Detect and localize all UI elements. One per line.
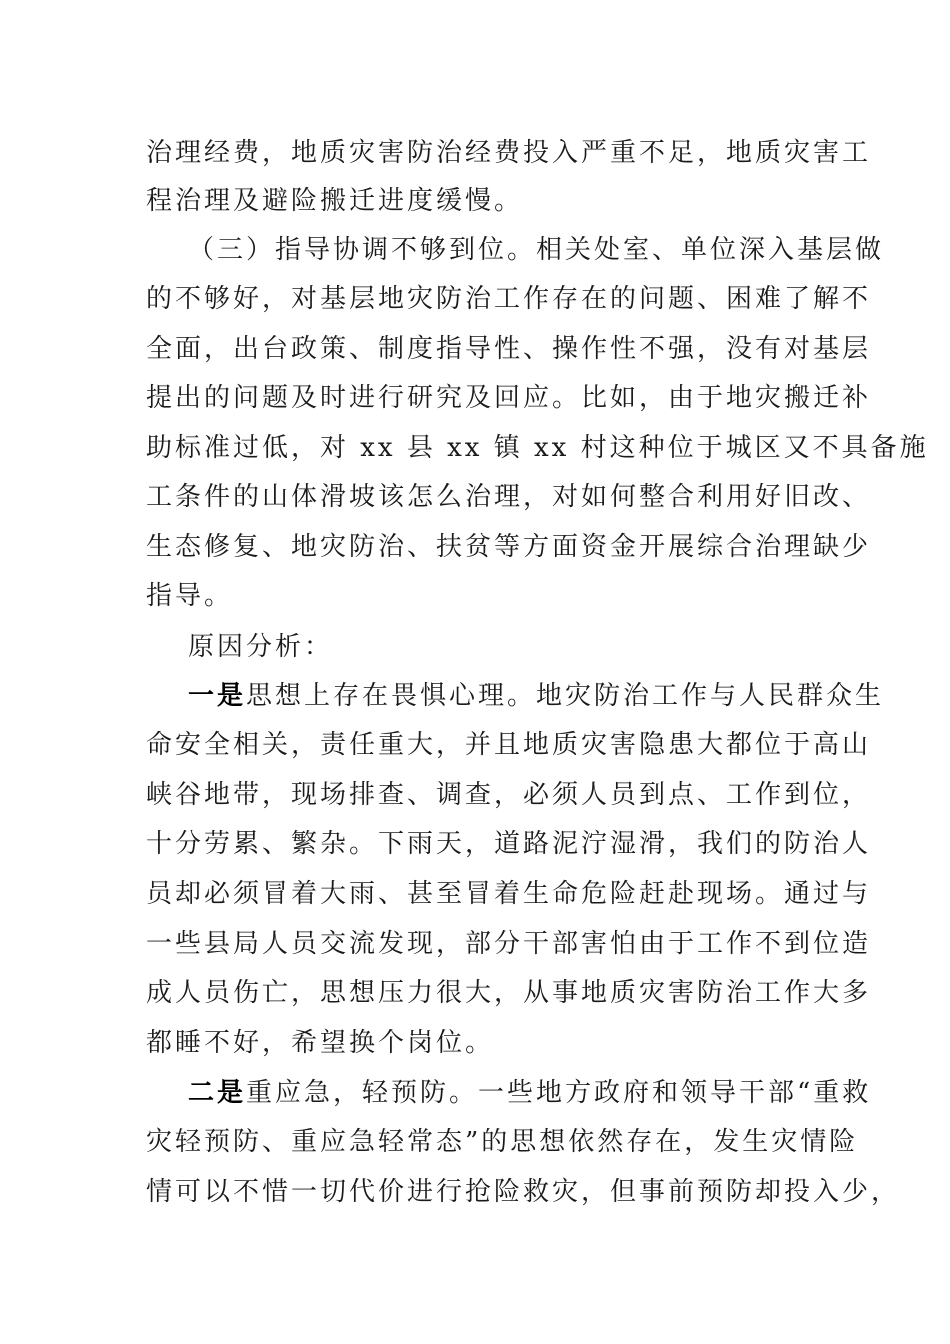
section-heading-3: （三）指导协调不够到位。相关处室、单位深入基层做 [188, 235, 885, 265]
text-line-18: 成人员伤亡，思想压力很大，从事地质灾害防治工作大多 [146, 978, 872, 1008]
reason-one-label: 一是 [188, 681, 247, 711]
text-line-9: 生态修复、地灾防治、扶贫等方面资金开展综合治理缺少 [146, 532, 872, 562]
reason-one-text: 思想上存在畏惧心理。地灾防治工作与人民群众生 [246, 681, 885, 711]
text-line-4: 的不够好，对基层地灾防治工作存在的问题、困难了解不 [146, 284, 872, 314]
reason-one-line [188, 681, 884, 711]
text-line-14: 峡谷地带，现场排查、调查，必须人员到点、工作到位， [146, 780, 872, 810]
text-line-1: 治理经费，地质灾害防治经费投入严重不足，地质灾害工 [146, 138, 872, 168]
text-line-10: 指导。 [146, 581, 234, 611]
analysis-heading: 原因分析： [188, 632, 334, 662]
text-line-19: 都睡不好，希望换个岗位。 [146, 1028, 495, 1058]
text-line-21: 灾轻预防、重应急轻常态”的思想依然存在，发生灾情险 [146, 1127, 859, 1157]
text-line-16: 员却必须冒着大雨、甚至冒着生命危险赶赴现场。通过与 [146, 879, 872, 909]
text-line-13: 命安全相关，责任重大，并且地质灾害隐患大都位于高山 [146, 730, 872, 760]
text-line-17: 一些县局人员交流发现，部分干部害怕由于工作不到位造 [146, 929, 872, 959]
text-line-15: 十分劳累、繁杂。下雨天，道路泥泞湿滑，我们的防治人 [146, 829, 872, 859]
text-line-8: 工条件的山体滑坡该怎么治理，对如何整合利用好旧改、 [146, 482, 872, 512]
reason-two-label: 二是 [188, 1078, 247, 1108]
reason-two-text: 重应急，轻预防。一些地方政府和领导干部“重救 [246, 1078, 872, 1108]
text-line-2: 程治理及避险搬迁进度缓慢。 [146, 186, 524, 216]
text-line-7: 助标准过低，对 xx 县 xx 镇 xx 村这种位于城区又不具备施 [146, 433, 929, 463]
text-line-6: 提出的问题及时进行研究及回应。比如，由于地灾搬迁补 [146, 383, 872, 413]
text-line-5: 全面，出台政策、制度指导性、操作性不强，没有对基层 [146, 334, 872, 364]
text-line-22: 情可以不惜一切代价进行抢险救灾，但事前预防却投入少， [146, 1177, 901, 1207]
reason-two-line [188, 1078, 871, 1108]
